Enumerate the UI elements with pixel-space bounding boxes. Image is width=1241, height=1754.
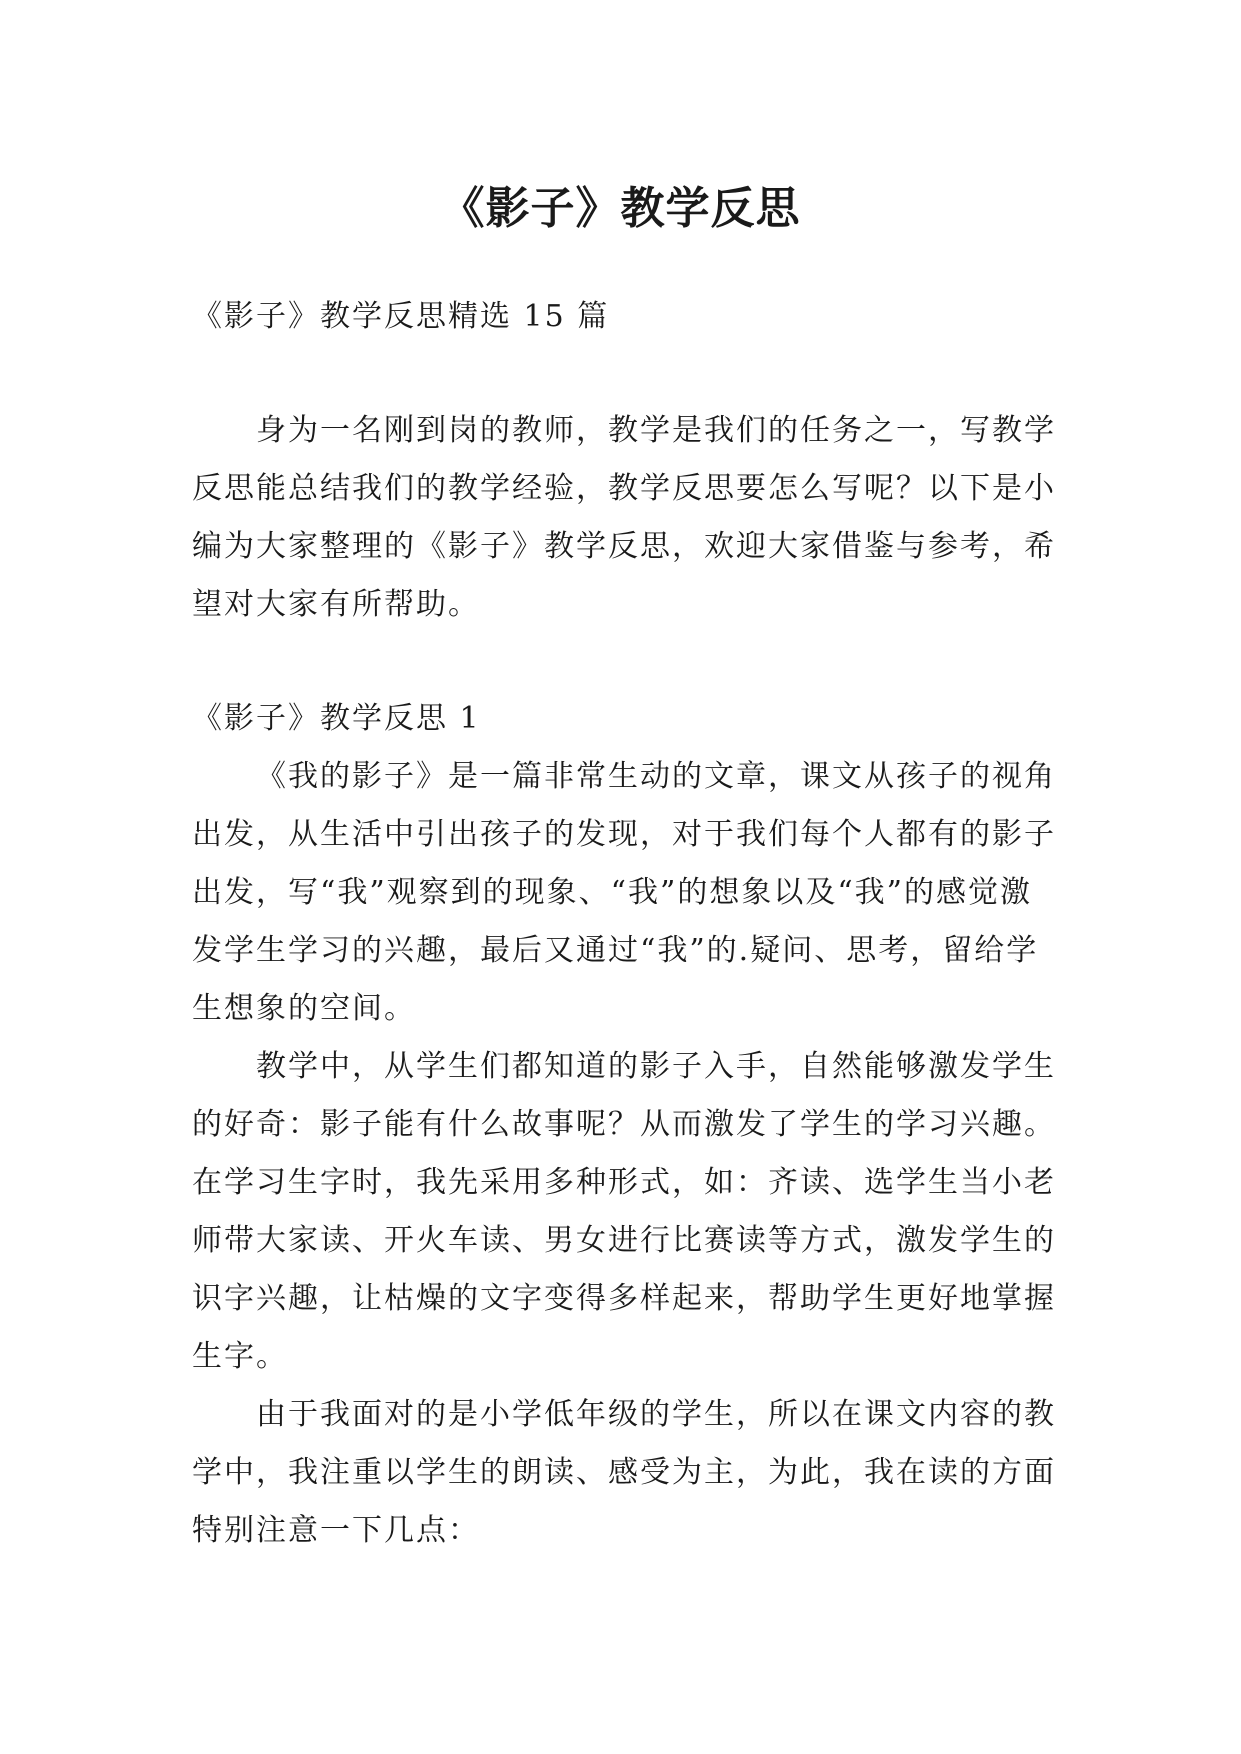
body-paragraph: 教学中，从学生们都知道的影子入手，自然能够激发学生的好奇：影子能有什么故事呢？从而激发了学生的学习兴趣。在学习生字时，我先采用多种形式，如：齐读、选学生当小老师带大家读、开火车读、男女进行比赛读等方式，激发学生的识字兴趣，让枯燥的文字变得多样起来，帮助学生更好地掌握生字。 bbox=[192, 1049, 1056, 1374]
document-subtitle: 《影子》教学反思精选 15 篇 bbox=[192, 299, 610, 334]
document-title: 《影子》教学反思 bbox=[440, 183, 801, 235]
body-paragraph: 由于我面对的是小学低年级的学生，所以在课文内容的教学中，我注重以学生的朗读、感受为主，为此，我在读的方面特别注意一下几点： bbox=[192, 1397, 1056, 1548]
intro-paragraph: 身为一名刚到岗的教师，教学是我们的任务之一，写教学反思能总结我们的教学经验，教学反思要怎么写呢？以下是小编为大家整理的《影子》教学反思，欢迎大家借鉴与参考，希望对大家有所帮助。 bbox=[192, 413, 1056, 622]
body-paragraph: 《我的影子》是一篇非常生动的文章，课文从孩子的视角出发，从生活中引出孩子的发现，对于我们每个人都有的影子出发，写“我”观察到的现象、“我”的想象以及“我”的感觉激发学生学习的兴趣，最后又通过“我”的.疑问、思考，留给学生想象的空间。 bbox=[192, 759, 1056, 1026]
section-heading: 《影子》教学反思 1 bbox=[192, 701, 481, 736]
